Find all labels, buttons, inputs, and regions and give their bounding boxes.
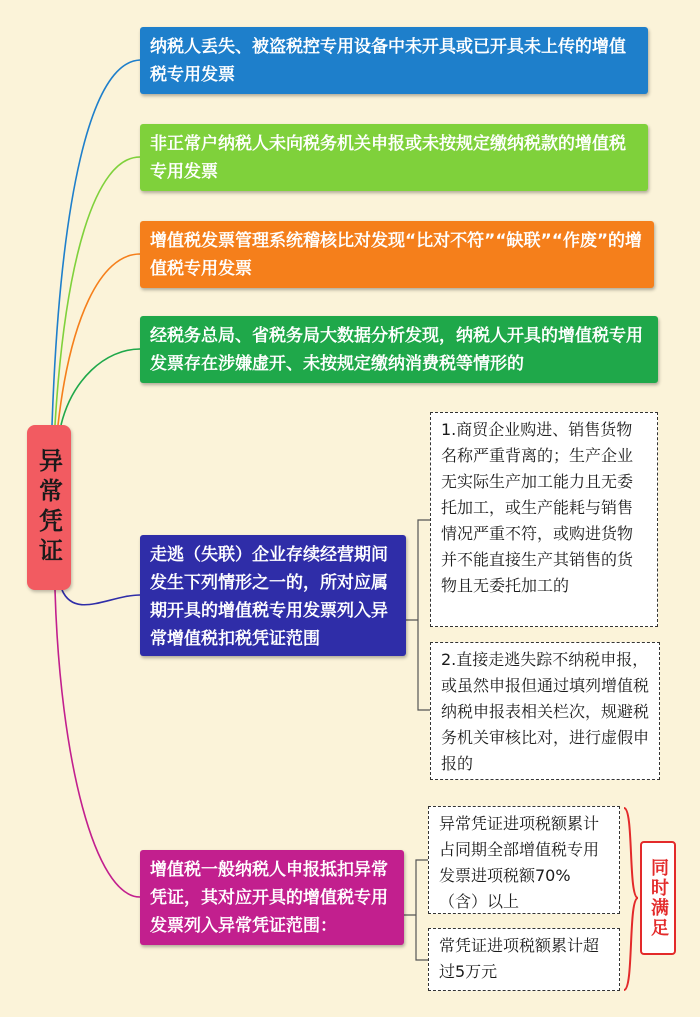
deduction-condition-1: 异常凭证进项税额累计占同期全部增值税专用发票进项税额70%（含）以上 [428,806,620,914]
deduction-condition-2: 常凭证进项税额累计超过5万元 [428,928,620,991]
root-label: 异常凭证 [34,447,63,568]
connector-4 [61,349,140,425]
connector-1 [52,60,140,425]
connector-2 [55,157,140,425]
root-node [27,425,71,590]
brace [624,808,638,990]
simultaneous-badge [640,841,676,955]
connector-5 [62,590,140,605]
branch-deduction: 增值税一般纳税人申报抵扣异常凭证，其对应开具的增值税专用发票列入异常凭证范围： [140,850,404,945]
runaway-case-2: 2.直接走逃失踪不纳税申报，或虽然申报但通过填列增值税纳税申报表相关栏次，规避税务机关审核比对，进行虚假申报的 [430,642,660,780]
branch-mismatch: 增值税发票管理系统稽核比对发现“比对不符”“缺联”“作废”的增值税专用发票 [140,221,654,288]
branch-runaway: 走逃（失联）企业存续经营期间发生下列情形之一的，所对应属期开具的增值税专用发票列入异常增值税扣税凭证范围 [140,535,406,656]
branch-abnormal-taxpayer: 非正常户纳税人未向税务机关申报或未按规定缴纳税款的增值税专用发票 [140,124,648,191]
connector-deduction [404,860,428,960]
simultaneous-label: 同时满足 [648,858,669,938]
runaway-case-1: 1.商贸企业购进、销售货物名称严重背离的；生产企业无实际生产加工能力且无委托加工，或生产能耗与销售情况严重不符，或购进货物并不能直接生产其销售的货物且无委托加工的 [430,412,658,627]
branch-big-data: 经税务总局、省税务局大数据分析发现，纳税人开具的增值税专用发票存在涉嫌虚开、未按规定缴纳消费税等情形的 [140,316,658,383]
branch-lost-device: 纳税人丢失、被盗税控专用设备中未开具或已开具未上传的增值税专用发票 [140,27,648,94]
connector-runaway [406,520,430,710]
connector-6 [55,590,140,897]
